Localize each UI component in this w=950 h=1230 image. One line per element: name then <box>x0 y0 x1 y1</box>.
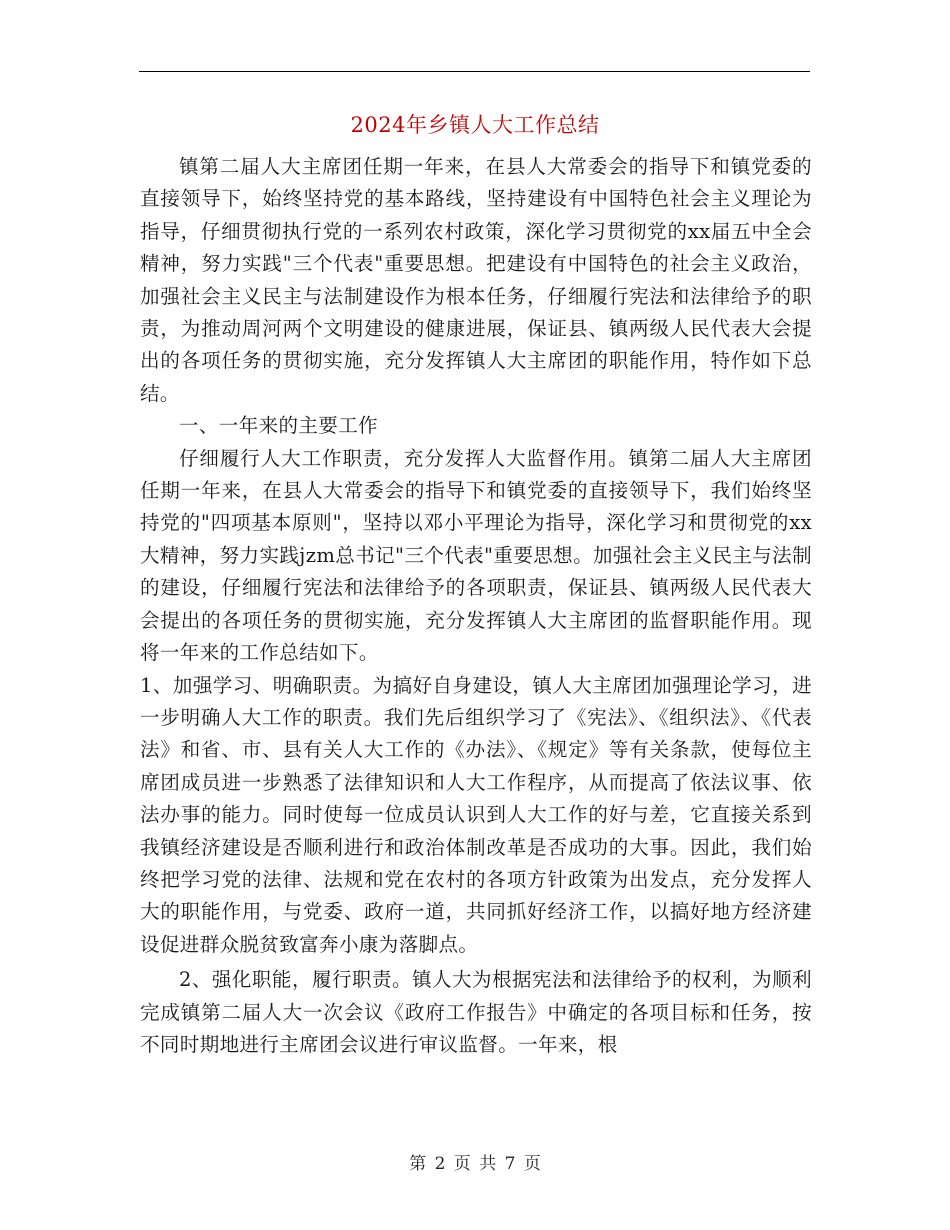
intro-paragraph: 镇第二届人大主席团任期一年来，在县人大常委会的指导下和镇党委的直接领导下，始终坚持党的基本路线，坚持建设有中国特色社会主义理论为指导，仔细贯彻执行党的一系列农村政策，深化学习贯彻党的xx届五中全会精神，努力实践"三个代表"重要思想。把建设有中国特色的社会主义政治，加强社会主义民主与法制建设作为根本任务，仔细履行宪法和法律给予的职责，为推动周河两个文明建设的健康进展，保证县、镇两级人民代表大会提出的各项任务的贯彻实施，充分发挥镇人大主席团的职能作用，特作如下总结。 <box>140 155 812 405</box>
page-number-footer: 第 2 页 共 7 页 <box>409 1154 541 1174</box>
list-item-2: 2、强化职能，履行职责。镇人大为根据宪法和法律给予的权利，为顺利完成镇第二届人大一次会议《政府工作报告》中确定的各项目标和任务，按不同时期地进行主席团会议进行审议监督。一年来，根 <box>140 968 812 1056</box>
document-title: 2024年乡镇人大工作总结 <box>350 113 600 137</box>
section-heading: 一、一年来的主要工作 <box>179 414 379 438</box>
header-rule <box>139 71 810 72</box>
document-body <box>140 151 812 1061</box>
list-item-1: 1、加强学习、明确职责。为搞好自身建设，镇人大主席团加强理论学习，进一步明确人大工作的职责。我们先后组织学习了《宪法》、《组织法》、《代表法》和省、市、县有关人大工作的《办法》、《规定》等有关条款，使每位主席团成员进一步熟悉了法律知识和人大工作程序，从而提高了依法议事、依法办事的能力。同时使每一位成员认识到人大工作的好与差，它直接关系到我镇经济建设是否顺利进行和政治体制改革是否成功的大事。因此，我们始终把学习党的法律、法规和党在农村的各项方针政策为出发点，充分发挥人大的职能作用，与党委、政府一道，共同抓好经济工作，以搞好地方经济建设促进群众脱贫致富奔小康为落脚点。 <box>140 673 812 956</box>
section-paragraph: 仔细履行人大工作职责，充分发挥人大监督作用。镇第二届人大主席团任期一年来，在县人大常委会的指导下和镇党委的直接领导下，我们始终坚持党的"四项基本原则"，坚持以邓小平理论为指导，深化学习和贯彻党的xx大精神，努力实践jzm总书记"三个代表"重要思想。加强社会主义民主与法制的建设，仔细履行宪法和法律给予的各项职责，保证县、镇两级人民代表大会提出的各项任务的贯彻实施，充分发挥镇人大主席团的监督职能作用。现将一年来的工作总结如下。 <box>140 446 812 665</box>
